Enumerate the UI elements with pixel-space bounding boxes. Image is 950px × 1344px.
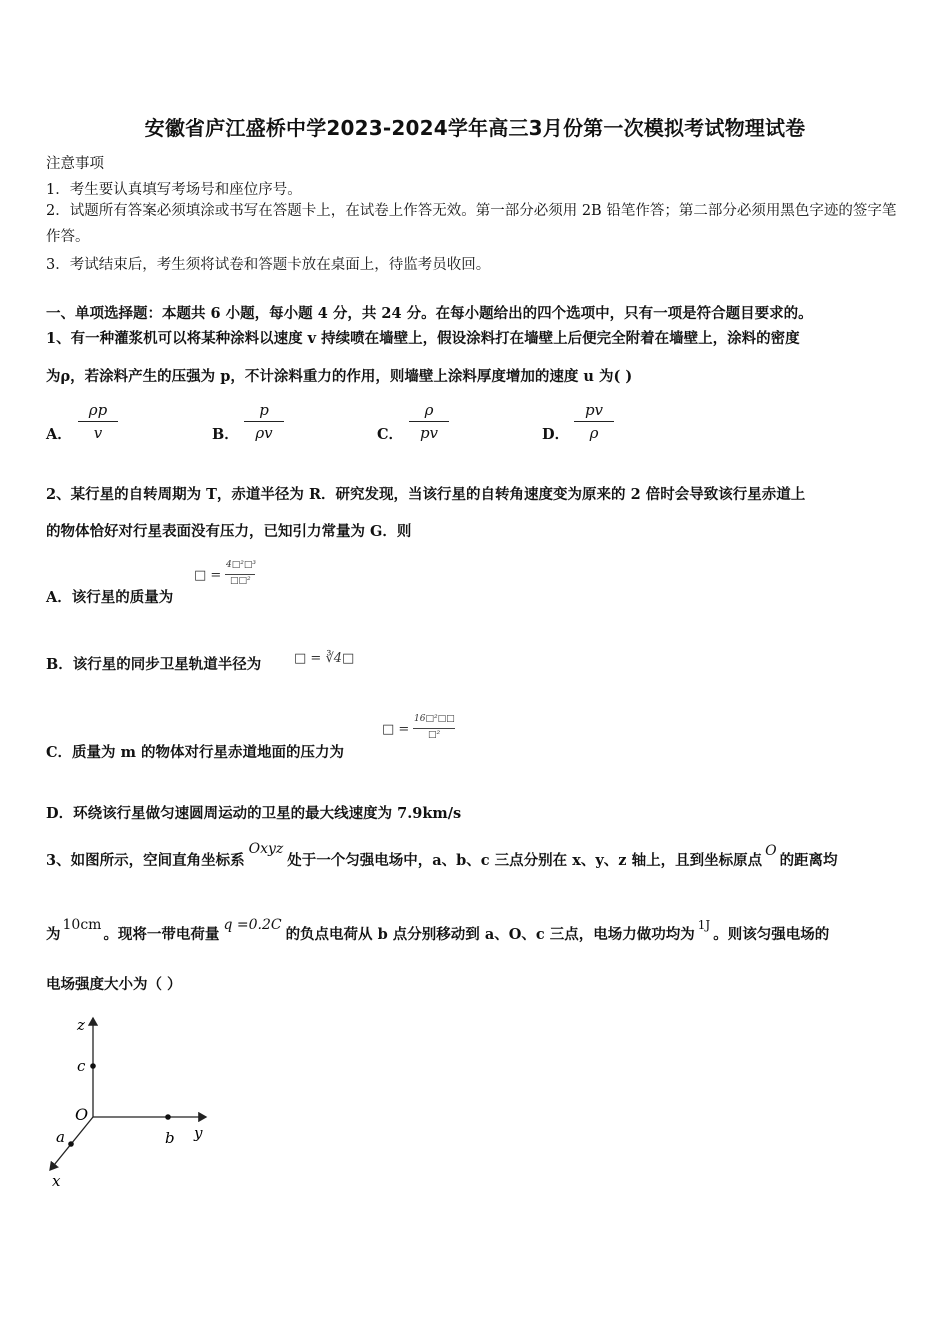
q2-option-b[interactable]: B．该行星的同步卫星轨道半径为 [46,656,262,673]
point-c [90,1063,96,1069]
notice-item-1: 1．考生要认真填写考场号和座位序号。 [46,182,302,198]
q2-formula-a: □ = 4□²□³ □□² [194,560,256,586]
q2-option-c[interactable]: C．质量为 m 的物体对行星赤道地面的压力为 [46,744,344,761]
q1-line2: 为ρ，若涂料产生的压强为 p，不计涂料重力的作用，则墙壁上涂料厚度增加的速度 u 为( ) [46,368,633,385]
option-label: C． [377,426,404,443]
distance-value: 10cm [62,917,102,933]
fraction: pv ρ [574,400,614,443]
page-title: 安徽省庐江盛桥中学2023-2024学年高三3月份第一次模拟考试物理试卷 [144,116,806,140]
section-heading: 一、单项选择题：本题共 6 小题，每小题 4 分，共 24 分。在每小题给出的四个选项中，只有一项是符合题目要求的。 [46,305,813,322]
fraction: ρ pv [409,400,449,443]
coord-system: Oxyz [248,841,284,857]
label-z: z [77,1016,85,1034]
label-a: a [56,1128,65,1146]
work-value: 1J [697,918,711,932]
fraction: ρp v [78,400,118,443]
notice-item-3: 3．考试结束后，考生须将试卷和答题卡放在桌面上，待监考员收回。 [46,257,491,273]
fraction: p ρv [244,400,284,443]
q3-line2: 为10cm。现将一带电荷量q =0.2C的负点电荷从 b 点分别移动到 a、O、c 三点，电场力做功均为$^{1J}$。则该匀强电场的 [46,917,830,943]
q2-line2: 的物体恰好对行星表面没有压力，已知引力常量为 G．则 [46,523,412,540]
option-label: D． [542,426,570,443]
q2-line1: 2、某行星的自转周期为 T，赤道半径为 R．研究发现，当该行星的自转角速度变为原来的 2 倍时会导致该行星赤道上 [46,486,806,503]
q3-line1: 3、如图所示，空间直角坐标系Oxyz处于一个匀强电场中，a、b、c 三点分别在 x、y、z 轴上，且到坐标原点O的距离均 [46,841,838,869]
label-x: x [52,1172,61,1190]
point-b [165,1114,171,1120]
q1-line1: 1、有一种灌浆机可以将某种涂料以速度 v 持续喷在墙壁上，假设涂料打在墙壁上后便完全附着在墙壁上，涂料的密度 [46,330,800,347]
notice-item-2: 2．试题所有答案必须填涂或书写在答题卡上，在试卷上作答无效。第一部分必须用 2B 铅笔作答；第二部分必须用黑色字迹的签字笔作答。 [46,203,897,245]
charge-value: q =0.2C [223,917,282,933]
option-label: A． [46,426,72,443]
origin-label: O [765,843,777,859]
q1-options [46,400,746,450]
point-a [68,1141,74,1147]
coordinate-axes-figure [44,1010,224,1200]
notice-heading: 注意事项 [46,156,104,172]
q2-option-a[interactable]: A．该行星的质量为 [46,589,174,606]
q2-option-d[interactable]: D．环绕该行星做匀速圆周运动的卫星的最大线速度为 7.9km/s [46,805,462,822]
option-label: B． [212,426,239,443]
label-o: O [75,1105,89,1124]
label-y: y [194,1124,203,1142]
q3-line3: 电场强度大小为（ ） [46,976,182,993]
q2-formula-b: □ = ∛4□ [294,651,355,666]
label-b: b [165,1129,175,1147]
label-c: c [77,1057,86,1075]
q2-formula-c: □ = 16□²□□ □² [382,714,455,740]
